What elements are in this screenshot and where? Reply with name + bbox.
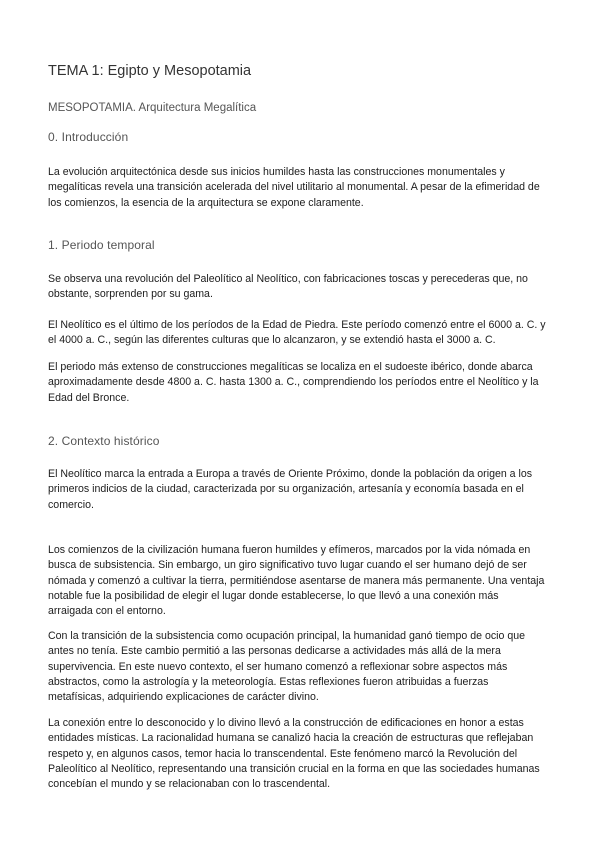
paragraph: El Neolítico es el último de los períodos de la Edad de Piedra. Este período comenzó entre el 6000 a. C. y el 4000 a. C., según las diferentes culturas que lo alcanzaron, y se extendió hasta el 3000 a. C. [48, 319, 546, 347]
paragraph: Con la transición de la subsistencia como ocupación principal, la humanidad ganó tiempo de ocio que antes no tenía. Este cambio permitió a las personas dedicarse a actividades más allá de la mera supervivencia. En este nuevo contexto, el ser humano comenzó a reflexionar sobre aspectos más abstractos, como la astrología y la meteorología. Estas reflexiones fueron atribuidas a fuerzas metafísicas, adquiriendo explicaciones de carácter divino. [48, 630, 526, 704]
paragraph: Se observa una revolución del Paleolítico al Neolítico, con fabricaciones toscas y perecederas que, no obstante, sorprenden por su gama. [48, 273, 528, 301]
paragraph: La evolución arquitectónica desde sus inicios humildes hasta las construcciones monumentales y megalíticas revela una transición acelerada del nivel utilitario al monumental. A pesar de la efimeridad de los comienzos, la esencia de la arquitectura se expone claramente. [48, 166, 540, 209]
paragraph: El Neolítico marca la entrada a Europa a través de Oriente Próximo, donde la población da origen a los primeros indicios de la ciudad, caracterizada por su organización, artesanía y economía basada en el comercio. [48, 468, 533, 511]
paragraph: La conexión entre lo desconocido y lo divino llevó a la construcción de edificaciones en honor a estas entidades místicas. La racionalidad humana se canalizó hacia la creación de estructuras que reflejaban respeto y, en algunos casos, temor hacia lo transcendental. Este fenómeno marcó la Revolución del Paleolítico al Neolítico, representando una transición crucial en la forma en que las sociedades humanas concebían el mundo y se relacionaban con lo trascendental. [48, 717, 540, 791]
section-heading-contexto-historico: 2. Contexto histórico [48, 434, 160, 448]
document-subtitle: MESOPOTAMIA. Arquitectura Megalítica [48, 102, 257, 114]
section-heading-introduccion: 0. Introducción [48, 130, 129, 144]
document-title: TEMA 1: Egipto y Mesopotamia [48, 63, 252, 79]
section-heading-periodo-temporal: 1. Periodo temporal [48, 238, 155, 252]
paragraph: Los comienzos de la civilización humana fueron humildes y efímeros, marcados por la vida nómada en busca de subsistencia. Sin embargo, un giro significativo tuvo lugar cuando el ser humano dejó de ser nómada y comenzó a cultivar la tierra, permitiéndose asentarse de manera más permanente. Una ventaja notable fue la posibilidad de elegir el lugar donde establecerse, lo que llevó a una conexión más arraigada con el entorno. [48, 544, 545, 618]
paragraph: El periodo más extenso de construcciones megalíticas se localiza en el sudoeste ibérico, donde abarca aproximadamente desde 4800 a. C. hasta 1300 a. C., comprendiendo los períodos entre el Neolítico y la Edad del Bronce. [48, 361, 539, 404]
